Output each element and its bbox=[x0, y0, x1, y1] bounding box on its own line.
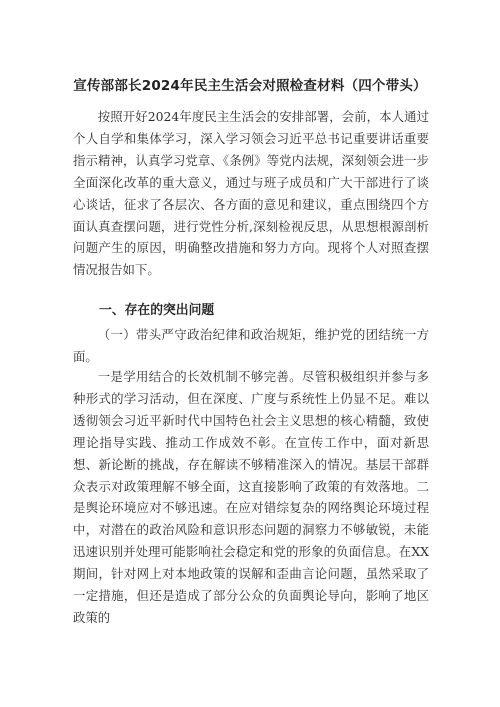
body-paragraph: 一是学用结合的长效机制不够完善。尽管积极组织并参与多种形式的学习活动，但在深度、广度与系统性上仍显不足。难以透彻领会习近平新时代中国特色社会主义思想的核心精髓，致使理论指导实践、推动工作成效不彰。在宣传工作中，面对新思想、新论断的挑战，存在解读不够精准深入的情况。基层干部群众表示对政策理解不够全面，这直接影响了政策的有效落地。二是舆论环境应对不够迅速。在应对错综复杂的网络舆论环境过程中，对潜在的政治风险和意识形态问题的洞察力不够敏锐，未能迅速识别并处理可能影响社会稳定和党的形象的负面信息。在XX期间，针对网上对本地政策的误解和歪曲言论问题，虽然采取了一定措施，但还是造成了部分公众的负面舆论导向，影响了地区政策的 bbox=[73, 369, 429, 625]
document-title: 宣传部部长2024年民主生活会对照检查材料（四个带头） bbox=[73, 78, 427, 94]
section-heading: 一、存在的突出问题 bbox=[99, 303, 215, 318]
subsection-heading: （一）带头严守政治纪律和政治规矩，维护党的团结统一方面。 bbox=[73, 327, 429, 364]
intro-paragraph: 按照开好2024年度民主生活会的安排部署，会前，本人通过个人自学和集体学习，深入学习领会习近平总书记重要讲话重要指示精神，认真学习党章、《条例》等党内法规，深刻领会进一步全面深化改革的重大意义，通过与班子成员和广大干部进行了谈心谈话，征求了各层次、各方面的意见和建议，重点围绕四个方面认真查摆问题，进行党性分析,深刻检视反思，从思想根源剖析问题产生的原因，明确整改措施和努力方向。现将个人对照查摆情况报告如下。 bbox=[73, 109, 429, 278]
